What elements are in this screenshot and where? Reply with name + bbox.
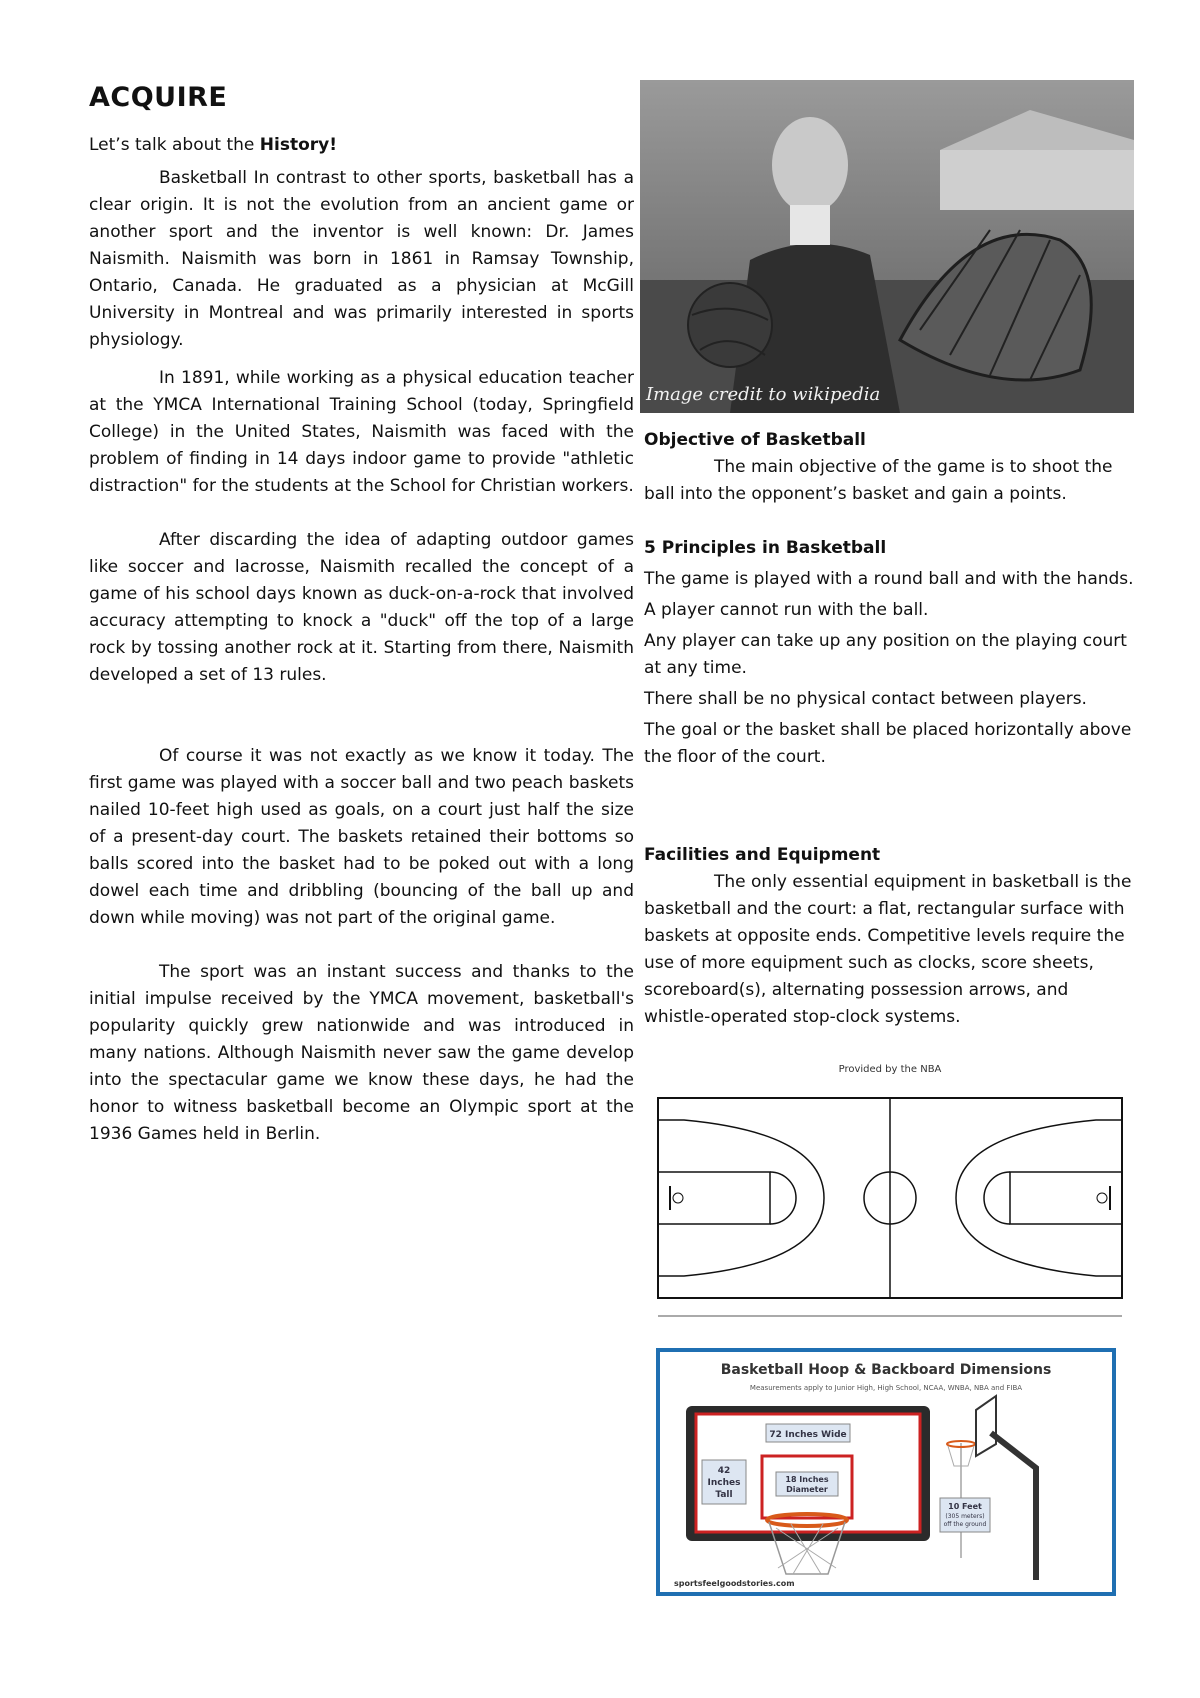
objective-title: Objective of Basketball bbox=[644, 430, 866, 450]
facilities-section bbox=[644, 842, 1134, 1031]
hoop-subtitle: Measurements apply to Junior High, High School, NCAA, WNBA, NBA and FIBA bbox=[749, 1384, 1023, 1392]
court-caption: Provided by the NBA bbox=[838, 1064, 942, 1075]
court-diagram bbox=[644, 1058, 1136, 1326]
hoop-feet-label-2: (305 meters) bbox=[945, 1513, 985, 1520]
court-diagram-svg bbox=[644, 1058, 1136, 1326]
principles-title: 5 Principles in Basketball bbox=[644, 538, 887, 558]
principle-item-5: The goal or the basket shall be placed horizontally above the floor of the court. bbox=[644, 720, 1132, 767]
principle-item-2: A player cannot run with the ball. bbox=[644, 600, 929, 620]
hoop-title: Basketball Hoop & Backboard Dimensions bbox=[720, 1362, 1052, 1378]
history-paragraph-5: The sport was an instant success and thanks to the initial impulse received by the YMCA movement, basketball's popularity quickly grew nationwide and was introduced in many nations. Although Naismith never saw the game develop into the spectacular game we know these days, he had the honor to witness basketball become an Olympic sport at the 1936 Games held in Berlin. bbox=[89, 962, 634, 1144]
principle-item-3: Any player can take up any position on the playing court at any time. bbox=[644, 631, 1127, 678]
history-paragraph-4: Of course it was not exactly as we know it today. The first game was played with a soccer ball and two peach baskets nailed 10-feet high used as goals, on a court just half the size of a present-day court. The baskets retained their bottoms so balls scored into the basket had to be poked out with a long dowel each time and dribbling (bouncing of the ball up and down while moving) was not part of the original game. bbox=[89, 746, 634, 928]
history-paragraph-3: After discarding the idea of adapting outdoor games like soccer and lacrosse, Naismith recalled the concept of a game of his school days known as duck-on-a-rock that involved accuracy attempting to knock a "duck" off the top of a large rock by tossing another rock at it. Starting from there, Naismith developed a set of 13 rules. bbox=[89, 530, 634, 685]
history-paragraph-1: Basketball In contrast to other sports, basketball has a clear origin. It is not the evolution from an ancient game or another sport and the inventor is well known: Dr. James Naismith. Naismith was born in 1861 in Ramsay Township, Ontario, Canada. He graduated as a physician at McGill University in Montreal and was primarily interested in sports physiology. bbox=[89, 168, 634, 350]
hoop-width-label: 72 Inches Wide bbox=[769, 1430, 847, 1440]
hoop-feet-label-1: 10 Feet bbox=[948, 1502, 982, 1511]
subheading-bold: History! bbox=[259, 135, 337, 155]
hoop-feet-label-3: off the ground bbox=[943, 1521, 987, 1528]
naismith-photo-illustration bbox=[640, 80, 1134, 413]
hoop-diagram-svg bbox=[656, 1348, 1116, 1596]
hoop-height-label-3: Tall bbox=[715, 1490, 733, 1500]
naismith-photo bbox=[640, 80, 1134, 413]
subheading-prefix: Let’s talk about the bbox=[89, 135, 260, 155]
hoop-diagram bbox=[656, 1348, 1116, 1596]
facilities-text: The only essential equipment in basketball is the basketball and the court: a flat, rectangular surface with baskets at opposite ends. Competitive levels require the use of more equipment such as clocks, score sheets, scoreboard(s), alternating possession arrows, and whistle-operated stop-clock systems. bbox=[644, 872, 1132, 1027]
history-subheading bbox=[89, 135, 634, 155]
history-paragraph-2: In 1891, while working as a physical education teacher at the YMCA International Training School (today, Springfield College) in the United States, Naismith was faced with the problem of finding in 14 days indoor game to provide "athletic distraction" for the students at the School for Christian workers. bbox=[89, 368, 634, 496]
principle-item-1: The game is played with a round ball and with the hands. bbox=[644, 569, 1134, 589]
facilities-title: Facilities and Equipment bbox=[644, 845, 881, 865]
history-column bbox=[89, 82, 634, 1148]
principle-item-4: There shall be no physical contact between players. bbox=[644, 689, 1087, 709]
photo-credit: Image credit to wikipedia bbox=[646, 384, 881, 405]
hoop-height-label-2: Inches bbox=[707, 1478, 741, 1488]
hoop-height-label-1: 42 bbox=[717, 1466, 731, 1476]
hoop-rim-label-1: 18 Inches bbox=[785, 1475, 829, 1484]
objective-section bbox=[644, 427, 1134, 508]
hoop-rim-label-2: Diameter bbox=[786, 1485, 828, 1494]
hoop-footer: sportsfeelgoodstories.com bbox=[674, 1579, 795, 1588]
principles-section bbox=[644, 535, 1134, 771]
page-title: ACQUIRE bbox=[89, 82, 228, 113]
objective-text: The main objective of the game is to shoot the ball into the opponent’s basket and gain a points. bbox=[644, 457, 1113, 504]
